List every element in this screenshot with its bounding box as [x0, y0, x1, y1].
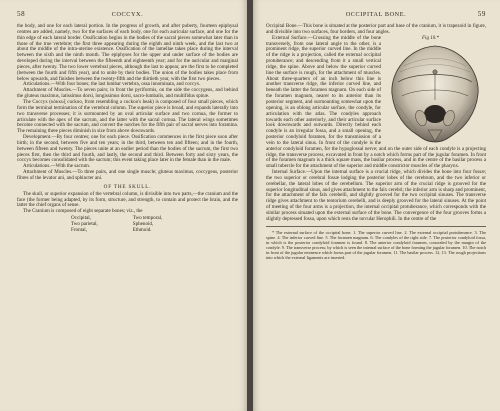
- table-row: [71, 228, 201, 234]
- table-cell: Ethmoid.: [132, 226, 152, 233]
- running-title: COCCYX.: [111, 11, 144, 18]
- figure-label: Fig 10.*: [422, 35, 439, 41]
- paragraph: Occipital Bone.—This bone is situated at the posterior part and base of the cranium, it is trapezoid in figure, and divisible into two surfaces, four borders, and four angles.: [266, 23, 486, 35]
- left-page: [0, 0, 247, 411]
- running-head-left: [17, 10, 238, 20]
- page-number: 58: [17, 10, 26, 18]
- paragraph: The Cranium is composed of eight separate bones; viz., the: [23, 208, 143, 215]
- bones-table: [71, 216, 201, 234]
- running-title: OCCIPITAL BONE.: [345, 11, 407, 18]
- paragraph: External Surface.—Crossing the middle of the bone transversely, from one lateral angle to the other, is a prominent ridge, the superior curved line. In the middle of the ridge is a projection, called the external occipital protuberance; and descending from it a small vertical ridge, the spine. Above and below the superior curved line the surface is rough, for the attachment of muscles. About three-quarters of an inch below this line is another transverse ridge, the inferior curved line, and beneath the latter the foramen magnum. On each side of the foramen magnum, nearer to its anterior than its posterior segment, and surmounting somewhat upon the opening, is an oblong articular surface, the condyle, for articulation with the atlas. The condyles approach towards each other anteriorly, and their articular surface look downwards and outwards. Directly behind each condyle is an irregular fossa, and a small opening, the posterior condyloid foramen, for the transmission of a vein to the lateral sinus. In front of the condyle is the anterior condyloid foramen, for the hypoglossal nerve; and on the outer side of each condyle is a projecting ridge, the transverse process, excavated in front by a notch which forms part of the jugular foramen. In front of the foramen magnum is a thick square mass, the basilar process, and in the centre of the basilar process a small tubercle for the attachment of the superior and middle constrictor muscles of the pharynx.: [266, 34, 486, 170]
- paragraph: Attachment of Muscles.—To seven pairs; in front the pyriformis, on the side the coccygeus, and behind the gluteus maximus, latissimus dorsi, longissimus dorsi, sacro-lumbalis, and multifidus spinæ.: [17, 87, 238, 100]
- paragraph: the body, and one for each lateral portion. In the progress of growth, and after puberty, fourteen epiphysal centres are added, namely, two for the surfaces of each body, one for each auricular surface, and one for the thin edge of each lateral border. Ossification begins in the bodies of the sacral pieces somewhat later than in those of the true vertebræ; the first three appearing during the eighth and ninth week, and the last two at about the middle of the intra-uterine existence. Ossification of the lamellae takes place during the interval between the sixth and the ninth month. The epiphyses for the upper and under surface of the bodies are developed during the interval between the fifteenth and eighteenth year; and for the auricular and marginal pieces, after twenty. The two lower vertebral pieces, although the last to appear, are the first to be completed (between the fourth and fifth year), and to unite by their bodies. The union of the bodies takes place from below upwards, and finishes between the twenty-fifth and the thirtieth year, with the first two pieces.: [17, 23, 238, 82]
- right-page: [253, 0, 500, 411]
- section-title: OF THE SKULL.: [103, 183, 152, 190]
- page-number: 59: [477, 10, 486, 18]
- table-cell: Sphenoid,: [132, 221, 154, 228]
- table-cell: Frontal,: [71, 226, 87, 233]
- paragraph: The skull, or superior expansion of the vertebral column, is divisible into two parts,—the cranium and the face (the former being adapted, by its form, structure, and strength, to contain and protect the brain, and the latter the chief organs of sense.: [17, 190, 238, 209]
- occipital-bone-illustration: [384, 42, 486, 146]
- table-cell: Occipital,: [71, 215, 91, 222]
- paragraph: Attachment of Muscles.—To three pairs, and one single muscle; gluteus maximus, coccygeus, posterior fibres of the levator ani, and sphincter ani.: [17, 169, 238, 181]
- paragraph: Articulations.—With four bones; the last lumbar vertebra, ossa innominata, and coccyx.: [23, 81, 201, 88]
- table-cell: Two parietal,: [71, 221, 98, 228]
- paragraph: The Coccyx (κόκκυξ cuckoo, from resembling a cuckoo's beak) is composed of four small pieces, which form the terminal termination of the vertebral column. The superior piece is broad, and expands laterally into two transverse processes; it is surmounted by an oval articular surface and two cornua, the former to articulate with the apex of the sacrum, and the latter with the sacral cornua. The lateral wings sometimes become connected with the sacrum, and convert the notches for the fifth pair of sacral nerves into foramina. The remaining three pieces diminish in size from above downwards.: [17, 98, 238, 135]
- table-cell: Two temporal,: [132, 215, 163, 222]
- footnote-rule: [266, 226, 486, 227]
- paragraph: Articulations.—With the sacrum.: [23, 163, 91, 170]
- paragraph: Development.—By four centres; one for each piece. Ossification commences in the first piece soon after birth; in the second, between five and ten years; in the third, between ten and fifteen; and in the fourth, between fifteen and twenty. The pieces unite at an earlier period than the bodies of the sacrum, the first two pieces first, then the third and fourth, and lastly, the second and third. Between forty and sixty years, the coccyx becomes consolidated with the sacrum; this event taking place later in the female than in the male.: [17, 134, 238, 164]
- figure-occipital-bone: [384, 36, 486, 144]
- paragraph: Internal Surface.—Upon the internal surface is a crucial ridge, which divides the bone into four fossæ; the two superior or cerebral fossæ lodging the posterior lobes of the cerebrum, and the two inferior or cerebellar, the lateral lobes of the cerebellum. The superior arm of the crucial ridge is grooved for the superior longitudinal sinus, and gives attachment to the falx cerebri; the inferior arm is sharp and prominent, for the attachment of the falx cerebelli, and slightly grooved for the two occipital sinuses. The transverse ridge gives attachment to the tentorium cerebelli, and is deeply grooved for the lateral sinuses. At the point of meeting of the four arms is a projection, the internal occipital protuberance, which corresponds with the similar process situated upon the external surface of the bone. The convergence of the four grooves forms a slightly depressed fossa, upon which rests the torcular Herophili. In the centre of the: [266, 169, 486, 222]
- footnote: * The external surface of the occipital bone. 1. The superior curved line. 2. The external occipital protuberance. 3. The spine. 4. The inferior curved line. 5. The foramen magnum. 6. The condyles of the right side. 7. The posterior condyloid fossa, in which is the posterior condyloid foramen is found. 8. The anterior condyloid foramen, concealed by the margin of the condyle. 9. The transverse process; by which is seen the internal surface of the bone forming the jugular foramen. 10. The notch in front of the jugular eminence which forms part of the jugular foramen. 11. The basilar process. 12, 13. The rough projections into which the external ligaments are inserted.: [266, 229, 486, 260]
- right-body: [266, 24, 486, 260]
- running-head-right: [266, 10, 486, 20]
